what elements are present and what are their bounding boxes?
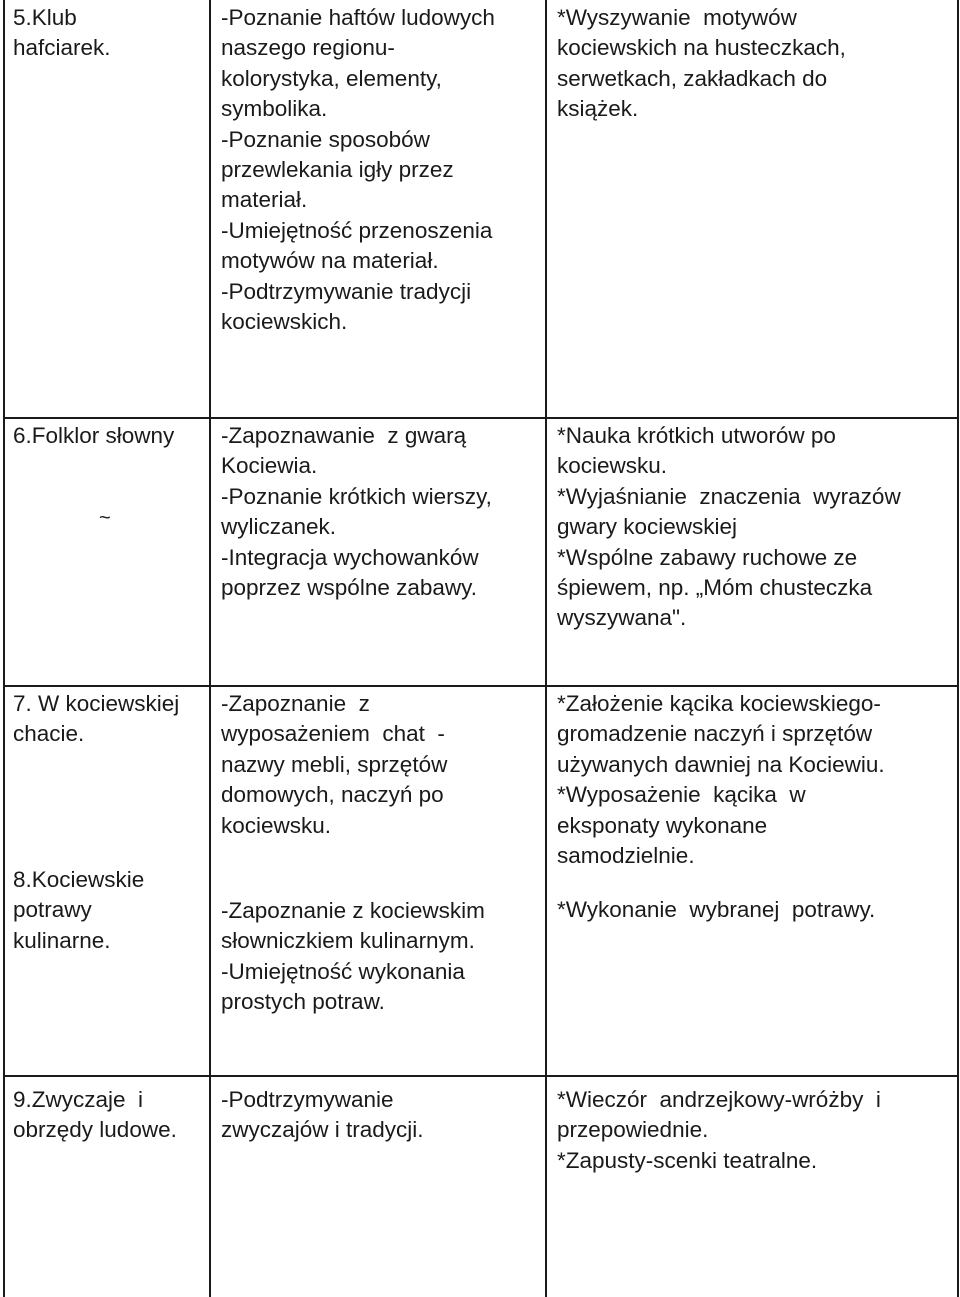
cell-line: *Wyszywanie motywów — [557, 5, 797, 30]
cell-line: *Wyjaśnianie znaczenia wyrazów — [557, 483, 901, 509]
activities-cell — [546, 1076, 958, 1297]
cell-line: -Poznanie sposobów — [221, 126, 430, 152]
activities-cell — [546, 418, 958, 686]
cell-line: -Podtrzymywanie — [221, 1087, 394, 1112]
cell-line: materiał. — [221, 187, 308, 213]
activities-cell — [546, 686, 958, 1076]
goals-cell — [210, 0, 546, 418]
cell-line: hafciarek. — [13, 35, 111, 61]
cell-line: prostych potraw. — [221, 989, 385, 1015]
cell-line: przepowiednie. — [557, 1117, 709, 1143]
topic-cell — [4, 418, 210, 686]
cell-line: kociewskich na husteczkach, — [557, 35, 846, 61]
topic-cell — [4, 1076, 210, 1297]
cell-line: 5.Klub — [13, 5, 77, 30]
cell-line: kociewskich. — [221, 309, 348, 335]
cell-line: kulinarne. — [13, 927, 111, 953]
cell-line: *Wyposażenie kącika w — [557, 782, 806, 808]
cell-line: książek. — [557, 96, 639, 122]
topic-cell — [4, 686, 210, 1076]
cell-line: zwyczajów i tradycji. — [221, 1117, 424, 1143]
cell-line: *Wspólne zabawy ruchowe ze — [557, 544, 858, 570]
cell-line: wyposażeniem chat - — [221, 721, 445, 747]
activities-cell — [546, 0, 958, 418]
table-row — [4, 418, 958, 686]
cell-line: -Umiejętność wykonania — [221, 958, 465, 984]
cell-line: wyliczanek. — [221, 514, 337, 540]
cell-line: kolorystyka, elementy, — [221, 65, 442, 91]
cell-line: obrzędy ludowe. — [13, 1117, 177, 1143]
cell-line: domowych, naczyń po — [221, 782, 444, 808]
cell-line: chacie. — [13, 721, 85, 747]
cell-line: -Podtrzymywanie tradycji — [221, 278, 472, 304]
cell-line: symbolika. — [221, 96, 328, 122]
goals-cell — [210, 686, 546, 1076]
cell-line: kociewsku. — [557, 453, 668, 479]
cell-line: 8.Kociewskie — [13, 866, 145, 892]
cell-line: -Poznanie krótkich wierszy, — [221, 483, 492, 509]
cell-line: -Umiejętność przenoszenia — [221, 217, 493, 243]
tilde-mark: ~ — [99, 507, 111, 530]
cell-line: eksponaty wykonane — [557, 812, 768, 838]
cell-line: gwary kociewskiej — [557, 514, 738, 540]
cell-line: wyszywana". — [557, 605, 687, 631]
cell-line: Kociewia. — [221, 453, 318, 479]
table-row — [4, 0, 958, 418]
goals-cell — [210, 418, 546, 686]
cell-line: 7. W kociewskiej — [13, 691, 180, 716]
cell-line: *Wieczór andrzejkowy-wróżby i — [557, 1087, 881, 1112]
program-table — [3, 0, 959, 1297]
cell-line: śpiewem, np. „Móm chusteczka — [557, 575, 873, 601]
cell-line: *Założenie kącika kociewskiego- — [557, 691, 881, 716]
cell-line: *Wykonanie wybranej potrawy. — [557, 897, 876, 923]
cell-line: -Poznanie haftów ludowych — [221, 5, 495, 30]
cell-line: -Zapoznanie z — [221, 691, 370, 716]
cell-line: -Zapoznawanie z gwarą — [221, 423, 467, 448]
goals-cell — [210, 1076, 546, 1297]
cell-line: 6.Folklor słowny — [13, 423, 175, 448]
topic-cell — [4, 0, 210, 418]
cell-line: serwetkach, zakładkach do — [557, 65, 828, 91]
cell-line: słowniczkiem kulinarnym. — [221, 928, 475, 954]
cell-line: potrawy — [13, 897, 92, 923]
cell-line: przewlekania igły przez — [221, 157, 454, 183]
table-row — [4, 686, 958, 1076]
cell-line: *Zapusty-scenki teatralne. — [557, 1147, 818, 1173]
cell-line: samodzielnie. — [557, 843, 695, 869]
cell-line: używanych dawniej na Kociewiu. — [557, 751, 885, 777]
cell-line: *Nauka krótkich utworów po — [557, 423, 836, 448]
cell-line: -Zapoznanie z kociewskim — [221, 898, 485, 924]
cell-line: -Integracja wychowanków — [221, 544, 479, 570]
cell-line: gromadzenie naczyń i sprzętów — [557, 721, 873, 747]
cell-line: motywów na materiał. — [221, 248, 439, 274]
table-row — [4, 1076, 958, 1297]
cell-line: nazwy mebli, sprzętów — [221, 751, 448, 777]
cell-line: kociewsku. — [221, 812, 332, 838]
cell-line: 9.Zwyczaje i — [13, 1087, 144, 1112]
cell-line: poprzez wspólne zabawy. — [221, 575, 477, 601]
cell-line: naszego regionu- — [221, 35, 395, 61]
